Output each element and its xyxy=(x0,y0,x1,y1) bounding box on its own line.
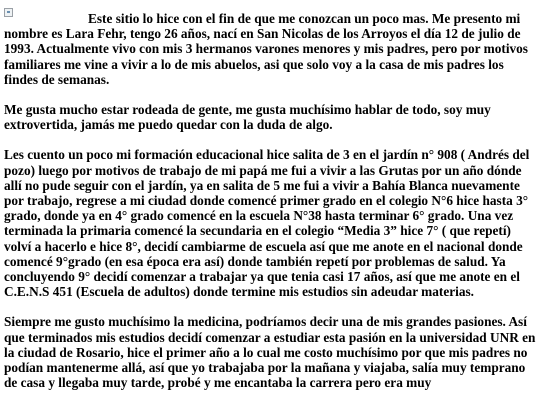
paragraph-medicine: Siempre me gusto muchísimo la medicina, podríamos decir una de mis grandes pasiones. Así que terminados mis estudios decidí comenzar a estudiar esta pasión en la universidad UNR en la ciudad de Rosario, hice el primer año a lo cual me costo muchísimo por que mis padres no podían mantenerme allá, así que yo trabajaba por la mañana y viajaba, salía muy temprano de casa y llegaba muy tarde, probé y me encantaba la carrera pero era muy xyxy=(4,314,536,391)
paragraph-intro xyxy=(4,11,537,87)
broken-image-icon xyxy=(4,11,88,23)
image-placeholder-glyph xyxy=(4,8,13,17)
paragraph-personality: Me gusta mucho estar rodeada de gente, me gusta muchísimo hablar de todo, soy muy extrovertida, jamás me puedo quedar con la duda de algo. xyxy=(4,102,491,133)
paragraph-intro-text: Este sitio lo hice con el fin de que me conozcan un poco mas. Me presento mi nombre es Lara Fehr, tengo 26 años, nací en San Nicolas de los Arroyos el día 12 de julio de 1993. Actualmente vivo con mis 3 hermanos varones menores y mis padres, pero por motivos familiares me vine a vivir a lo de mis abuelos, asi que solo voy a la casa de mis padres los findes de semanas. xyxy=(4,11,528,87)
paragraph-education: Les cuento un poco mi formación educacional hice salita de 3 en el jardín n° 908 ( Andrés del pozo) luego por motivos de trabajo de mi papá me fui a vivir a las Grutas por un año dónde allí no pude seguir con el jardín, ya en salita de 5 me fui a vivir a Bahía Blanca nuevamente por trabajo, regrese a mi ciudad donde comencé primer grado en el colegio N°6 hice hasta 3° grado, donde ya en 4° grado comencé en la escuela N°38 hasta terminar 6° grado. Una vez terminada la primaria comencé la secundaria en el colegio “Media 3” hice 7° ( que repetí) volví a hacerlo e hice 8°, decidí cambiarme de escuela así que me anote en el nacional donde comencé 9°grado (en esa época era así) donde también repetí por problemas de salud. Ya concluyendo 9° decidí comenzar a trabajar ya que tenia casi 17 años, así que me anote en el C.E.N.S 451 (Escuela de adultos) donde termine mis estudios sin adeudar materias. xyxy=(4,147,530,300)
page-content xyxy=(4,11,537,405)
